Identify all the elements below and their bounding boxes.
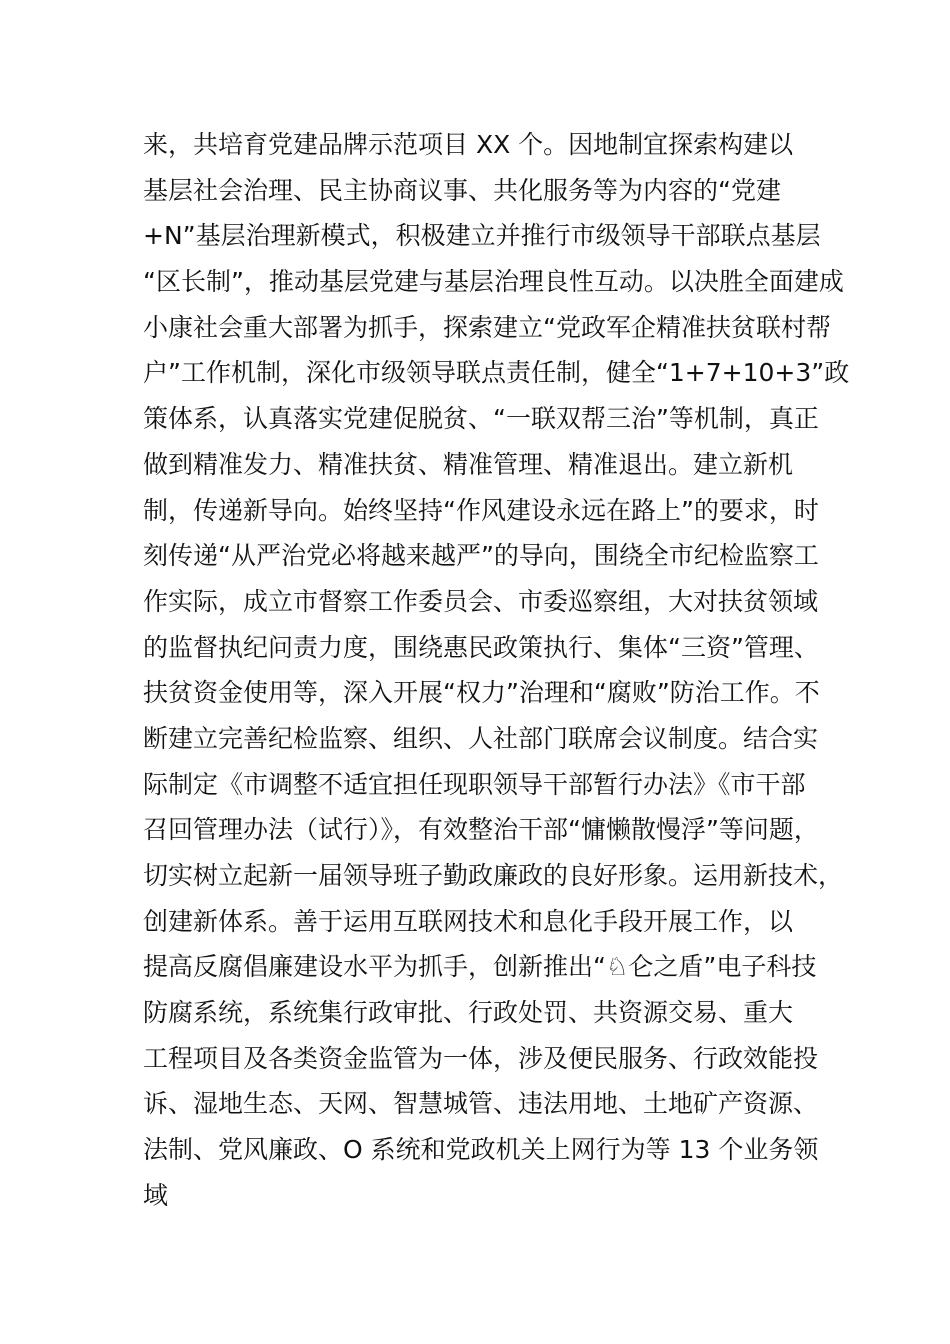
text-line: 策体系，认真落实党建促脱贫、“一联双帮三治”等机制，真正 bbox=[143, 404, 819, 434]
text-line: 刻传递“从严治党必将越来越严”的导向，围绕全市纪检监察工 bbox=[143, 541, 819, 571]
text-line: 户”工作机制，深化市级领导联点责任制，健全“1+7+10+3”政 bbox=[143, 358, 850, 388]
text-line: 创建新体系。善于运用互联网技术和息化手段开展工作，以 bbox=[143, 906, 794, 936]
text-line: 工程项目及各类资金监管为一体，涉及便民服务、行政效能投 bbox=[143, 1043, 819, 1073]
text-line: +N”基层治理新模式，积极建立并推行市级领导干部联点基层 bbox=[143, 221, 821, 251]
text-line: 小康社会重大部署为抓手，探索建立“党政军企精准扶贫联村帮 bbox=[143, 312, 831, 342]
text-line: 际制定《市调整不适宜担任现职领导干部暂行办法》《市干部 bbox=[143, 769, 806, 799]
text-line: 扶贫资金使用等，深入开展“权力”治理和“腐败”防治工作。不 bbox=[143, 678, 820, 708]
text-line: 诉、湿地生态、天网、智慧城管、违法用地、土地矿产资源、 bbox=[143, 1089, 819, 1119]
text-line: 来，共培育党建品牌示范项目 XX 个。因地制宜探索构建以 bbox=[143, 130, 794, 159]
text-line: 作实际，成立市督察工作委员会、市委巡察组，大对扶贫领域 bbox=[143, 586, 819, 616]
text-line: 提高反腐倡廉建设水平为抓手，创新推出“♘仑之盾”电子科技 bbox=[143, 952, 817, 982]
text-line: 制，传递新导向。始终坚持“作风建设永远在路上”的要求，时 bbox=[143, 495, 819, 525]
text-line: 防腐系统，系统集行政审批、行政处罚、共资源交易、重大 bbox=[143, 998, 794, 1028]
text-line: 法制、党风廉政、O 系统和党政机关上网行为等 13 个业务领 bbox=[143, 1135, 819, 1165]
text-line: 的监督执纪问责力度，围绕惠民政策执行、集体“三资”管理、 bbox=[143, 632, 819, 662]
text-line: 断建立完善纪检监察、组织、人社部门联席会议制度。结合实 bbox=[143, 723, 819, 753]
text-line: 召回管理办法（试行）》，有效整治干部“慵懒散慢浮”等问题， bbox=[143, 815, 819, 845]
text-line: 基层社会治理、民主协商议事、共化服务等为内容的“党建 bbox=[143, 175, 781, 205]
text-line: 域 bbox=[143, 1180, 169, 1210]
body-paragraph bbox=[143, 122, 850, 1219]
text-line: 切实树立起新一届领导班子勤政廉政的良好形象。运用新技术， bbox=[143, 861, 844, 890]
text-line: 做到精准发力、精准扶贫、精准管理、精准退出。建立新机 bbox=[143, 449, 794, 479]
text-line: “区长制”，推动基层党建与基层治理良性互动。以决胜全面建成 bbox=[143, 267, 844, 297]
